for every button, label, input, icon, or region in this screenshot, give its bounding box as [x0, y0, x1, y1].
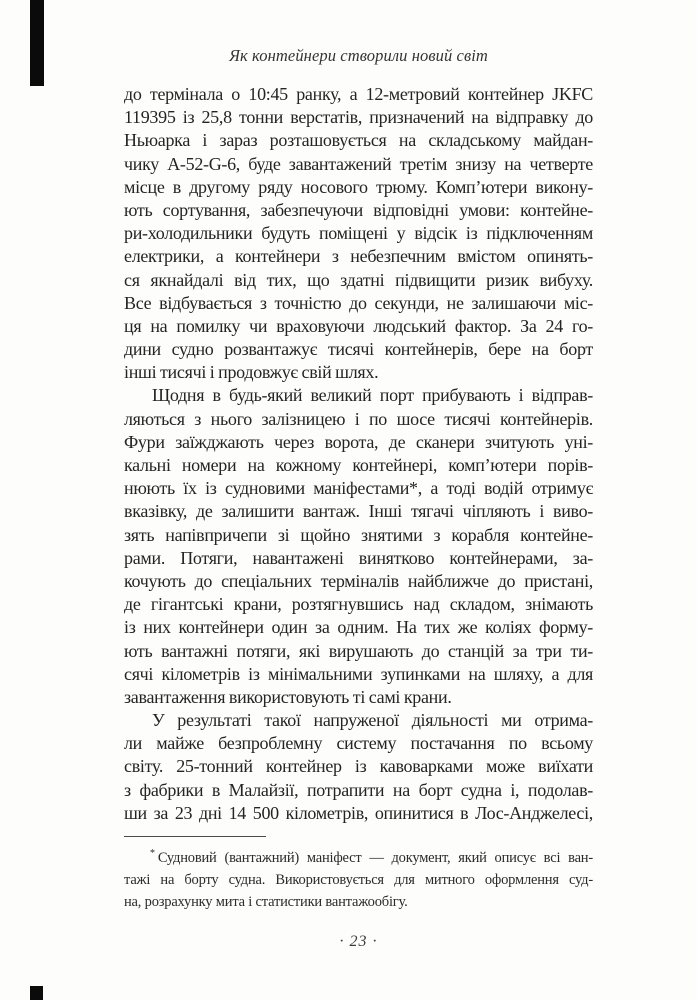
body-line: ри-холодильники будуть поміщені у відсік із підключенням [124, 223, 593, 244]
body-line: кальні номери на кожному контейнері, комп’ютери порів- [124, 455, 593, 475]
body-line: Все відбувається з точністю до секунди, не залишаючи міс- [124, 292, 593, 313]
body-line: ши за 23 дні 14 500 кілометрів, опинитися в Лос-Анджелесі, [124, 802, 593, 823]
footnote-line: тажі на борту судна. Використовується для митного оформлення суд- [124, 872, 593, 888]
body-line: місце в другому ряду носового трюму. Комп’ютери викону- [124, 176, 593, 197]
body-line: кочують до спеціальних терміналів найближче до пристані, [124, 570, 593, 591]
body-line: нюють їх із судновими маніфестами*, а тоді водій отримує [124, 478, 593, 499]
body-line: де гігантські крани, розтягнувшись над складом, знімають [124, 594, 593, 615]
body-text [124, 83, 593, 825]
footnote-marker: * [150, 848, 155, 860]
body-line: з фабрики в Малайзії, потрапити на борт судна і, подолав- [124, 779, 593, 800]
body-line: сячі кілометрів із мінімальними зупинками на шляху, а для [124, 663, 593, 684]
print-mark-top [30, 0, 44, 86]
body-line: дини судно розвантажує тисячі контейнерів, бере на борт [124, 339, 593, 360]
body-line: ця на помилку чи враховуючи людський фактор. За 24 го- [124, 315, 593, 336]
footnote-line: на, розрахунку мита і статистики вантажообігу. [124, 894, 408, 910]
body-line: ли майже безпроблемну систему постачання по всьому [124, 733, 593, 754]
print-mark-bottom [30, 986, 43, 1000]
body-line: рами. Потяги, навантажені винятково контейнерами, за- [124, 547, 593, 568]
page-number: · 23 · [339, 933, 378, 950]
body-line: світу. 25-тонний контейнер із кавоварками може виїхати [124, 756, 593, 777]
body-line: Фури заїжджають через ворота, де сканери зчитують уні- [124, 431, 593, 452]
body-line: Ньюарка і зараз розташовується на складському майдан- [124, 130, 593, 151]
body-line: ляються з нього залізницею і по шосе тисячі контейнерів. [124, 408, 593, 429]
body-line: У результаті такої напруженої діяльності ми отрима- [152, 710, 593, 731]
body-line: електрики, а контейнери з небезпечним вмістом опинять- [124, 246, 593, 267]
footnote-separator-rule [124, 836, 266, 837]
body-line: Щодня в будь-який великий порт прибувають і відправ- [152, 385, 593, 406]
footnote-line: * Судновий (вантажний) маніфест — документ, який описує всі ван- [150, 848, 593, 866]
body-line: вказівку, де залишити вантаж. Інші тягачі чіпляють і виво- [124, 501, 593, 522]
body-line: чику A-52-G-6, буде завантажений третім знизу на четверте [124, 153, 593, 174]
footnote [124, 847, 593, 913]
body-line: інші тисячі і продовжує свій шлях. [124, 362, 379, 383]
body-line: 119395 із 25,8 тонни верстатів, призначений на відправку до [124, 107, 593, 128]
body-line: ють вантажні потяги, які вирушають до станцій за три ти- [124, 640, 593, 661]
body-line: ся якнайдалі від тих, що здатні підвищити ризик вибуху. [124, 269, 593, 290]
body-line: завантаження використовують ті самі крани. [124, 686, 452, 707]
running-head: Як контейнери створили новий світ [229, 46, 488, 65]
body-line: зять напівпричепи зі щойно знятими з корабля контейне- [124, 524, 593, 545]
body-line: до термінала о 10:45 ранку, а 12-метровий контейнер JKFC [124, 84, 593, 104]
body-line: із них контейнери один за одним. На тих же коліях форму- [124, 617, 593, 638]
body-line: ють сортування, забезпечуючи відповідні умови: контейне- [124, 199, 593, 220]
